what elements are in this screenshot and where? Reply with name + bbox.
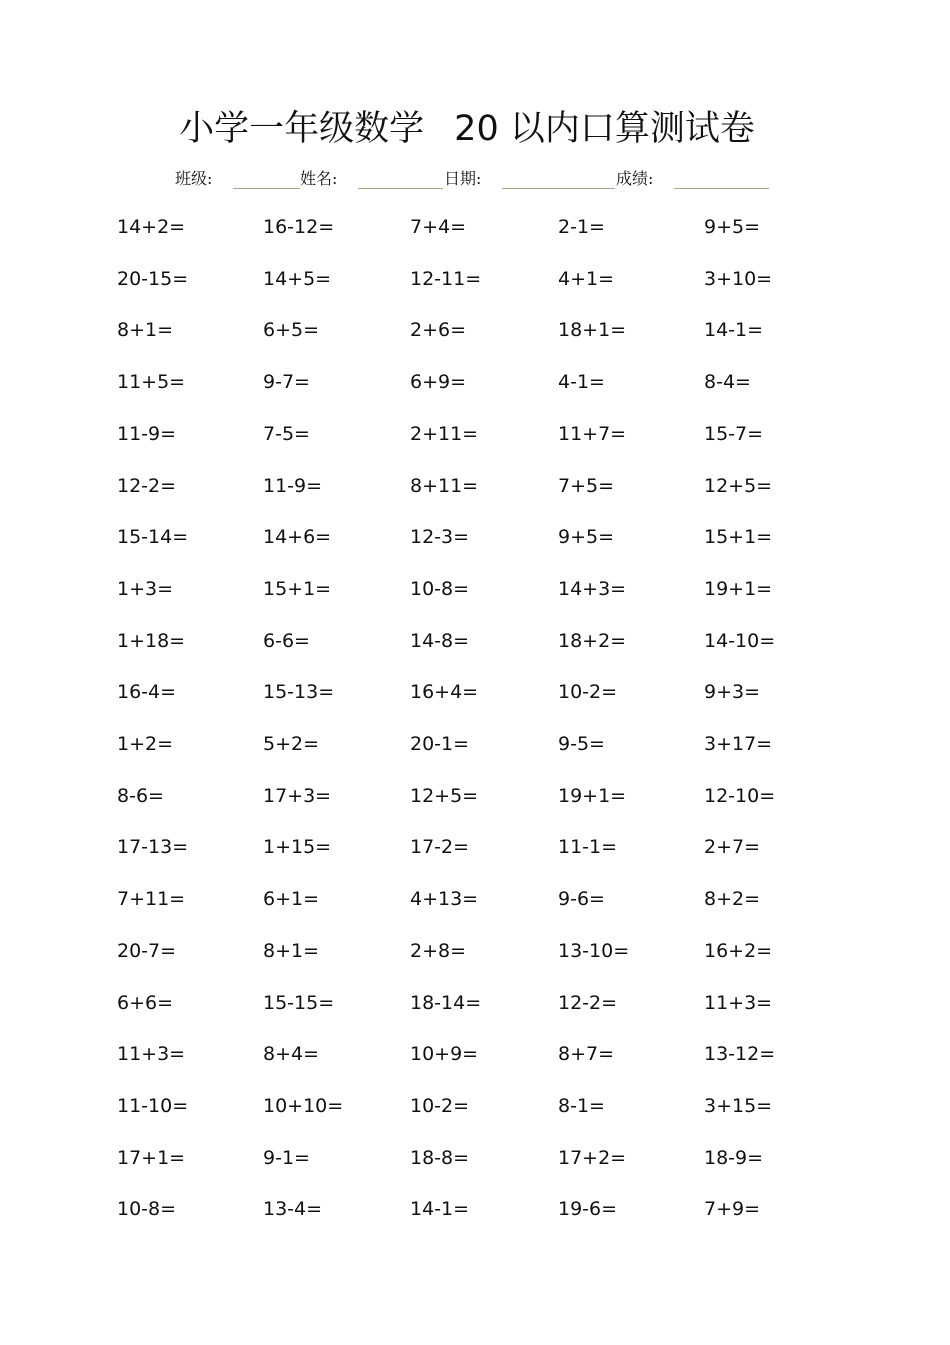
problem-item: 3+10= <box>704 268 773 290</box>
problem-item: 10-2= <box>410 1095 470 1117</box>
problem-item: 14+5= <box>263 268 332 290</box>
problem-item: 7-5= <box>263 423 310 445</box>
name-label: 姓名: <box>300 169 338 188</box>
problem-item: 14+2= <box>117 216 186 238</box>
score-label: 成绩: <box>616 169 654 188</box>
problem-item: 1+15= <box>263 836 332 858</box>
problem-item: 15+1= <box>263 578 332 600</box>
problem-item: 5+2= <box>263 733 320 755</box>
problem-item: 14-10= <box>704 630 776 652</box>
problem-item: 12-3= <box>410 526 470 548</box>
problem-item: 6+9= <box>410 371 467 393</box>
problem-item: 8+7= <box>558 1043 615 1065</box>
problem-item: 11-10= <box>117 1095 189 1117</box>
problem-item: 14+3= <box>558 578 627 600</box>
problem-item: 16+2= <box>704 940 773 962</box>
problem-item: 16-4= <box>117 681 177 703</box>
problem-item: 6-6= <box>263 630 310 652</box>
problem-item: 15-14= <box>117 526 189 548</box>
problem-item: 19+1= <box>558 785 627 807</box>
problem-item: 10+9= <box>410 1043 479 1065</box>
problem-item: 11+3= <box>117 1043 186 1065</box>
problem-item: 10-2= <box>558 681 618 703</box>
problem-item: 7+4= <box>410 216 467 238</box>
problem-item: 12-11= <box>410 268 482 290</box>
problem-item: 19+1= <box>704 578 773 600</box>
problem-item: 9-1= <box>263 1147 310 1169</box>
problem-item: 12-2= <box>117 475 177 497</box>
problem-item: 17+1= <box>117 1147 186 1169</box>
problem-item: 8+4= <box>263 1043 320 1065</box>
problem-item: 12+5= <box>410 785 479 807</box>
problem-item: 15-7= <box>704 423 764 445</box>
problem-item: 2+8= <box>410 940 467 962</box>
problem-item: 17-2= <box>410 836 470 858</box>
problem-item: 6+5= <box>263 319 320 341</box>
problem-item: 8+11= <box>410 475 479 497</box>
problem-item: 12+5= <box>704 475 773 497</box>
problem-item: 1+18= <box>117 630 186 652</box>
problem-item: 9+5= <box>704 216 761 238</box>
problem-item: 20-1= <box>410 733 470 755</box>
problem-item: 8-1= <box>558 1095 605 1117</box>
problem-item: 8-6= <box>117 785 164 807</box>
problem-item: 15-15= <box>263 992 335 1014</box>
problem-item: 16-12= <box>263 216 335 238</box>
problem-item: 10-8= <box>410 578 470 600</box>
problem-item: 17+3= <box>263 785 332 807</box>
problem-item: 8+1= <box>263 940 320 962</box>
problem-item: 16+4= <box>410 681 479 703</box>
problem-item: 19-6= <box>558 1198 618 1220</box>
problem-item: 11+5= <box>117 371 186 393</box>
problem-item: 11+3= <box>704 992 773 1014</box>
problem-item: 18+1= <box>558 319 627 341</box>
problem-item: 2+11= <box>410 423 479 445</box>
problem-item: 8+2= <box>704 888 761 910</box>
problem-item: 17-13= <box>117 836 189 858</box>
problem-item: 2+7= <box>704 836 761 858</box>
problem-item: 13-10= <box>558 940 630 962</box>
problem-item: 9+3= <box>704 681 761 703</box>
problem-item: 15+1= <box>704 526 773 548</box>
problem-item: 8-4= <box>704 371 751 393</box>
problem-item: 14-1= <box>704 319 764 341</box>
problem-item: 9-7= <box>263 371 310 393</box>
problem-item: 20-7= <box>117 940 177 962</box>
problem-item: 13-12= <box>704 1043 776 1065</box>
problem-item: 9-6= <box>558 888 605 910</box>
problem-item: 8+1= <box>117 319 174 341</box>
problem-item: 11+7= <box>558 423 627 445</box>
problem-item: 9+5= <box>558 526 615 548</box>
problem-item: 3+17= <box>704 733 773 755</box>
problem-item: 7+5= <box>558 475 615 497</box>
problem-item: 11-9= <box>117 423 177 445</box>
problem-item: 13-4= <box>263 1198 323 1220</box>
title-part-2: 20 以内口算测试卷 <box>454 109 755 149</box>
problem-item: 18-8= <box>410 1147 470 1169</box>
problem-item: 18-14= <box>410 992 482 1014</box>
problem-item: 9-5= <box>558 733 605 755</box>
problem-item: 14-8= <box>410 630 470 652</box>
problem-item: 12-10= <box>704 785 776 807</box>
problem-item: 2-1= <box>558 216 605 238</box>
problem-item: 14-1= <box>410 1198 470 1220</box>
problem-item: 18+2= <box>558 630 627 652</box>
problem-item: 7+9= <box>704 1198 761 1220</box>
problem-item: 12-2= <box>558 992 618 1014</box>
problem-item: 3+15= <box>704 1095 773 1117</box>
problem-item: 6+6= <box>117 992 174 1014</box>
problem-item: 10+10= <box>263 1095 344 1117</box>
class-label: 班级: <box>175 169 213 188</box>
problem-item: 7+11= <box>117 888 186 910</box>
problem-item: 1+3= <box>117 578 174 600</box>
problem-item: 20-15= <box>117 268 189 290</box>
problem-item: 15-13= <box>263 681 335 703</box>
problem-item: 4-1= <box>558 371 605 393</box>
problem-item: 14+6= <box>263 526 332 548</box>
problem-item: 18-9= <box>704 1147 764 1169</box>
problem-item: 10-8= <box>117 1198 177 1220</box>
problem-item: 4+1= <box>558 268 615 290</box>
problem-item: 17+2= <box>558 1147 627 1169</box>
date-label: 日期: <box>444 169 482 188</box>
problem-item: 1+2= <box>117 733 174 755</box>
title-part-1: 小学一年级数学 <box>179 109 425 149</box>
problem-item: 6+1= <box>263 888 320 910</box>
problem-item: 11-1= <box>558 836 618 858</box>
problem-item: 2+6= <box>410 319 467 341</box>
problem-item: 4+13= <box>410 888 479 910</box>
problem-item: 11-9= <box>263 475 323 497</box>
